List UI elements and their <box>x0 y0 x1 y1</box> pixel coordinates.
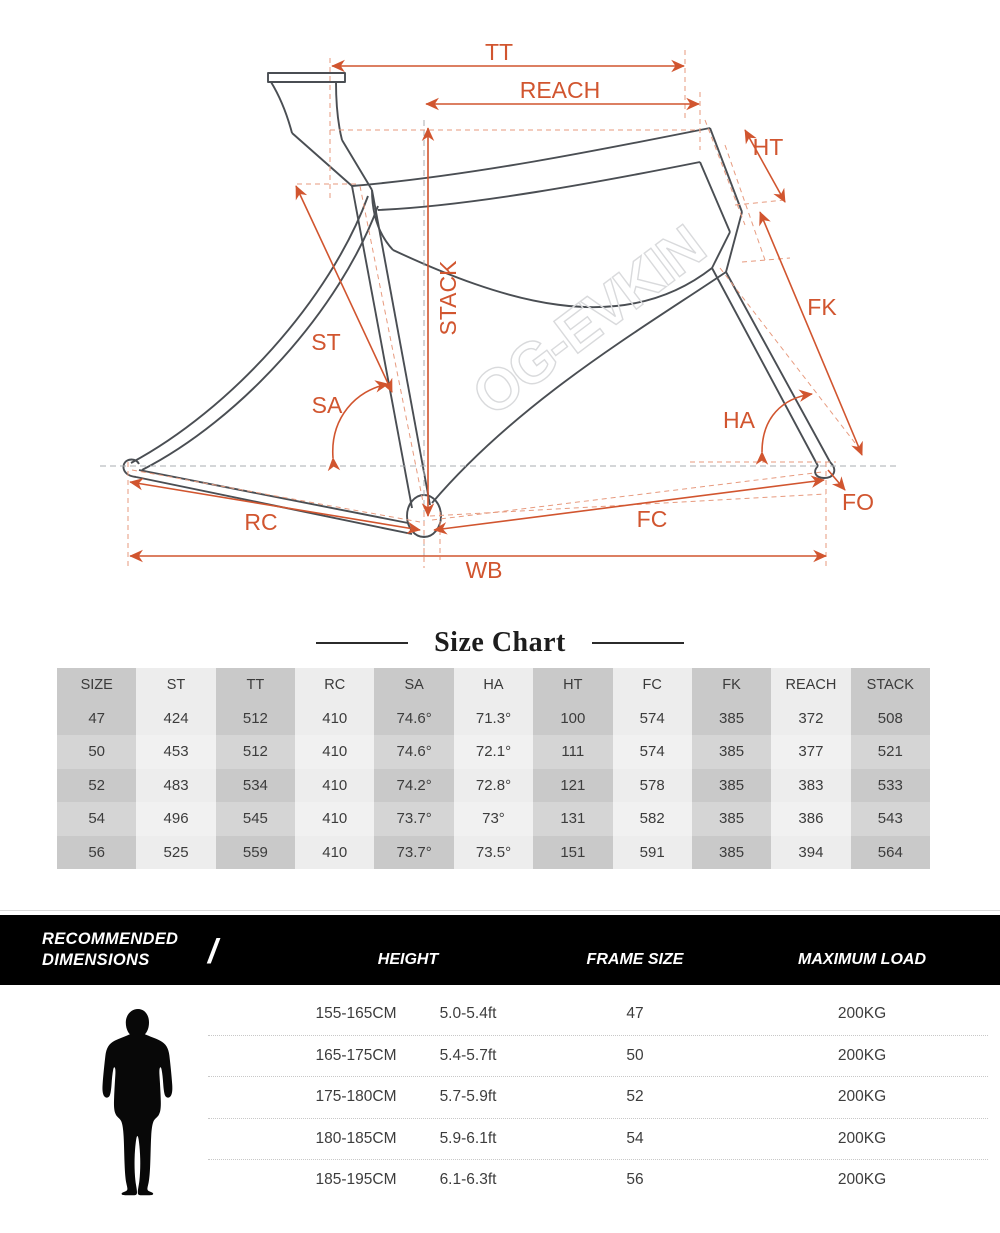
label-tt: TT <box>484 39 514 65</box>
cell-ha: 73° <box>454 802 533 836</box>
cell-size: 56 <box>88 843 106 861</box>
band-title-line2: DIMENSIONS <box>42 951 150 969</box>
page-title: Size Chart <box>434 627 566 658</box>
cell-sa: 73.7° <box>396 843 432 861</box>
cell-fc: 578 <box>639 776 665 794</box>
band-title-line1: RECOMMENDED <box>42 930 179 948</box>
col-header-ht: HT <box>563 676 583 693</box>
list-item <box>208 1035 988 1077</box>
cell-rc: 410 <box>322 776 348 794</box>
cell-ht: 100 <box>560 709 586 727</box>
cell-ha: 72.1° <box>454 735 533 769</box>
cell-frame-size: 47 <box>626 1004 644 1022</box>
label-wb: WB <box>465 557 503 583</box>
cell-fk: 385 <box>719 843 745 861</box>
cell-ht: 151 <box>560 843 586 861</box>
cell-sa: 74.2° <box>396 776 432 794</box>
bicycle-geometry-diagram <box>0 0 1000 605</box>
label-fk: FK <box>807 294 837 320</box>
cell-fk: 385 <box>719 776 745 794</box>
svg-text:OG-EVKIN: OG-EVKIN <box>460 213 717 429</box>
cell-max-load: 200KG <box>837 1171 887 1189</box>
cell-frame-size: 50 <box>626 1046 644 1064</box>
cell-stack: 521 <box>851 735 930 769</box>
col-header-fk: FK <box>722 676 741 693</box>
cell-frame-size: 54 <box>626 1129 644 1147</box>
cell-max-load: 200KG <box>837 1046 887 1064</box>
label-sa: SA <box>311 392 343 418</box>
cell-st: 483 <box>163 776 189 794</box>
cell-reach: 394 <box>798 843 824 861</box>
cell-height-cm: 180-185CM <box>315 1129 397 1147</box>
cell-tt: 559 <box>242 843 268 861</box>
cell-fk: 385 <box>692 735 771 769</box>
cell-ht: 111 <box>533 735 612 769</box>
cell-size: 47 <box>88 709 106 727</box>
col-header-st: ST <box>166 676 186 693</box>
label-fo: FO <box>842 489 874 515</box>
cell-max-load: 200KG <box>837 1088 887 1106</box>
size-chart-heading <box>0 622 1000 664</box>
cell-height-ft: 5.4-5.7ft <box>439 1046 497 1064</box>
cell-ha: 71.3° <box>475 709 512 727</box>
label-rc: RC <box>244 509 278 535</box>
col-header-sa: SA <box>404 676 424 693</box>
cell-frame-size: 52 <box>626 1088 644 1106</box>
cell-stack: 533 <box>877 776 903 794</box>
table-row <box>57 769 930 803</box>
cell-st: 525 <box>163 843 189 861</box>
cell-height-cm: 155-165CM <box>315 1004 397 1022</box>
label-st: ST <box>311 329 341 355</box>
cell-size: 50 <box>57 735 136 769</box>
recommended-rows-list <box>208 993 988 1201</box>
cell-rc: 410 <box>322 843 348 861</box>
label-stack: STACK <box>435 260 461 336</box>
cell-height-ft: 5.9-6.1ft <box>439 1129 497 1147</box>
list-item <box>208 1159 988 1201</box>
label-ht: HT <box>752 134 784 160</box>
cell-fk: 385 <box>692 802 771 836</box>
cell-st: 453 <box>136 735 215 769</box>
col-header-size: SIZE <box>80 676 113 693</box>
cell-tt: 512 <box>242 709 268 727</box>
cell-fc: 582 <box>613 802 692 836</box>
cell-rc: 410 <box>295 802 374 836</box>
band-divider <box>0 910 1000 911</box>
table-row <box>57 836 930 870</box>
list-item <box>208 1118 988 1160</box>
cell-st: 424 <box>163 709 189 727</box>
cell-fc: 574 <box>639 709 665 727</box>
cell-fc: 591 <box>639 843 665 861</box>
cell-sa: 74.6° <box>374 735 453 769</box>
col-header-tt: TT <box>246 676 265 693</box>
cell-height-cm: 175-180CM <box>315 1088 397 1106</box>
col-header-frame-size: FRAME SIZE <box>586 951 684 968</box>
col-header-stack: STACK <box>866 676 914 693</box>
cell-size: 52 <box>88 776 106 794</box>
col-header-height: HEIGHT <box>377 951 439 968</box>
col-header-maximum-load: MAXIMUM LOAD <box>798 951 926 968</box>
cell-ht: 131 <box>533 802 612 836</box>
label-reach: REACH <box>519 77 601 103</box>
cell-st: 496 <box>136 802 215 836</box>
cell-height-ft: 5.0-5.4ft <box>439 1004 497 1022</box>
cell-sa: 73.7° <box>374 802 453 836</box>
cell-height-ft: 5.7-5.9ft <box>439 1088 497 1106</box>
frame-outline <box>124 73 835 537</box>
cell-sa: 74.6° <box>396 709 432 727</box>
cell-max-load: 200KG <box>837 1129 887 1147</box>
cell-size: 54 <box>57 802 136 836</box>
cell-height-cm: 165-175CM <box>315 1046 397 1064</box>
cell-stack: 508 <box>877 709 903 727</box>
cell-rc: 410 <box>295 735 374 769</box>
cell-reach: 372 <box>798 709 824 727</box>
col-header-rc: RC <box>324 676 346 693</box>
cell-fc: 574 <box>613 735 692 769</box>
cell-fk: 385 <box>719 709 745 727</box>
cell-ht: 121 <box>560 776 586 794</box>
recommended-dimensions-band <box>0 915 1000 985</box>
col-header-ha: HA <box>483 676 504 693</box>
size-chart-table <box>57 668 930 869</box>
cell-reach: 386 <box>771 802 850 836</box>
list-item <box>208 1076 988 1118</box>
label-ha: HA <box>723 407 755 433</box>
table-row <box>57 802 930 836</box>
brand-logo <box>461 213 716 428</box>
person-silhouette-icon <box>78 1005 198 1197</box>
cell-reach: 377 <box>771 735 850 769</box>
cell-reach: 383 <box>798 776 824 794</box>
cell-tt: 545 <box>216 802 295 836</box>
cell-tt: 534 <box>242 776 268 794</box>
table-row <box>57 702 930 736</box>
band-title <box>42 929 178 971</box>
cell-height-cm: 185-195CM <box>315 1171 397 1189</box>
cell-ha: 73.5° <box>475 843 512 861</box>
cell-stack: 543 <box>851 802 930 836</box>
cell-frame-size: 56 <box>626 1171 644 1189</box>
recommended-dimensions-body <box>0 985 1000 1233</box>
cell-stack: 564 <box>877 843 903 861</box>
cell-tt: 512 <box>216 735 295 769</box>
col-header-fc: FC <box>642 676 662 693</box>
heading-rule-left <box>316 642 408 644</box>
cell-ha: 72.8° <box>475 776 512 794</box>
list-item <box>208 993 988 1035</box>
heading-rule-right <box>592 642 684 644</box>
table-header-row <box>57 668 930 702</box>
label-fc: FC <box>636 506 668 532</box>
slash-divider-icon: / <box>208 933 218 971</box>
cell-height-ft: 6.1-6.3ft <box>439 1171 497 1189</box>
col-header-reach: REACH <box>785 676 837 693</box>
table-row <box>57 735 930 769</box>
cell-max-load: 200KG <box>837 1004 887 1022</box>
cell-rc: 410 <box>322 709 348 727</box>
